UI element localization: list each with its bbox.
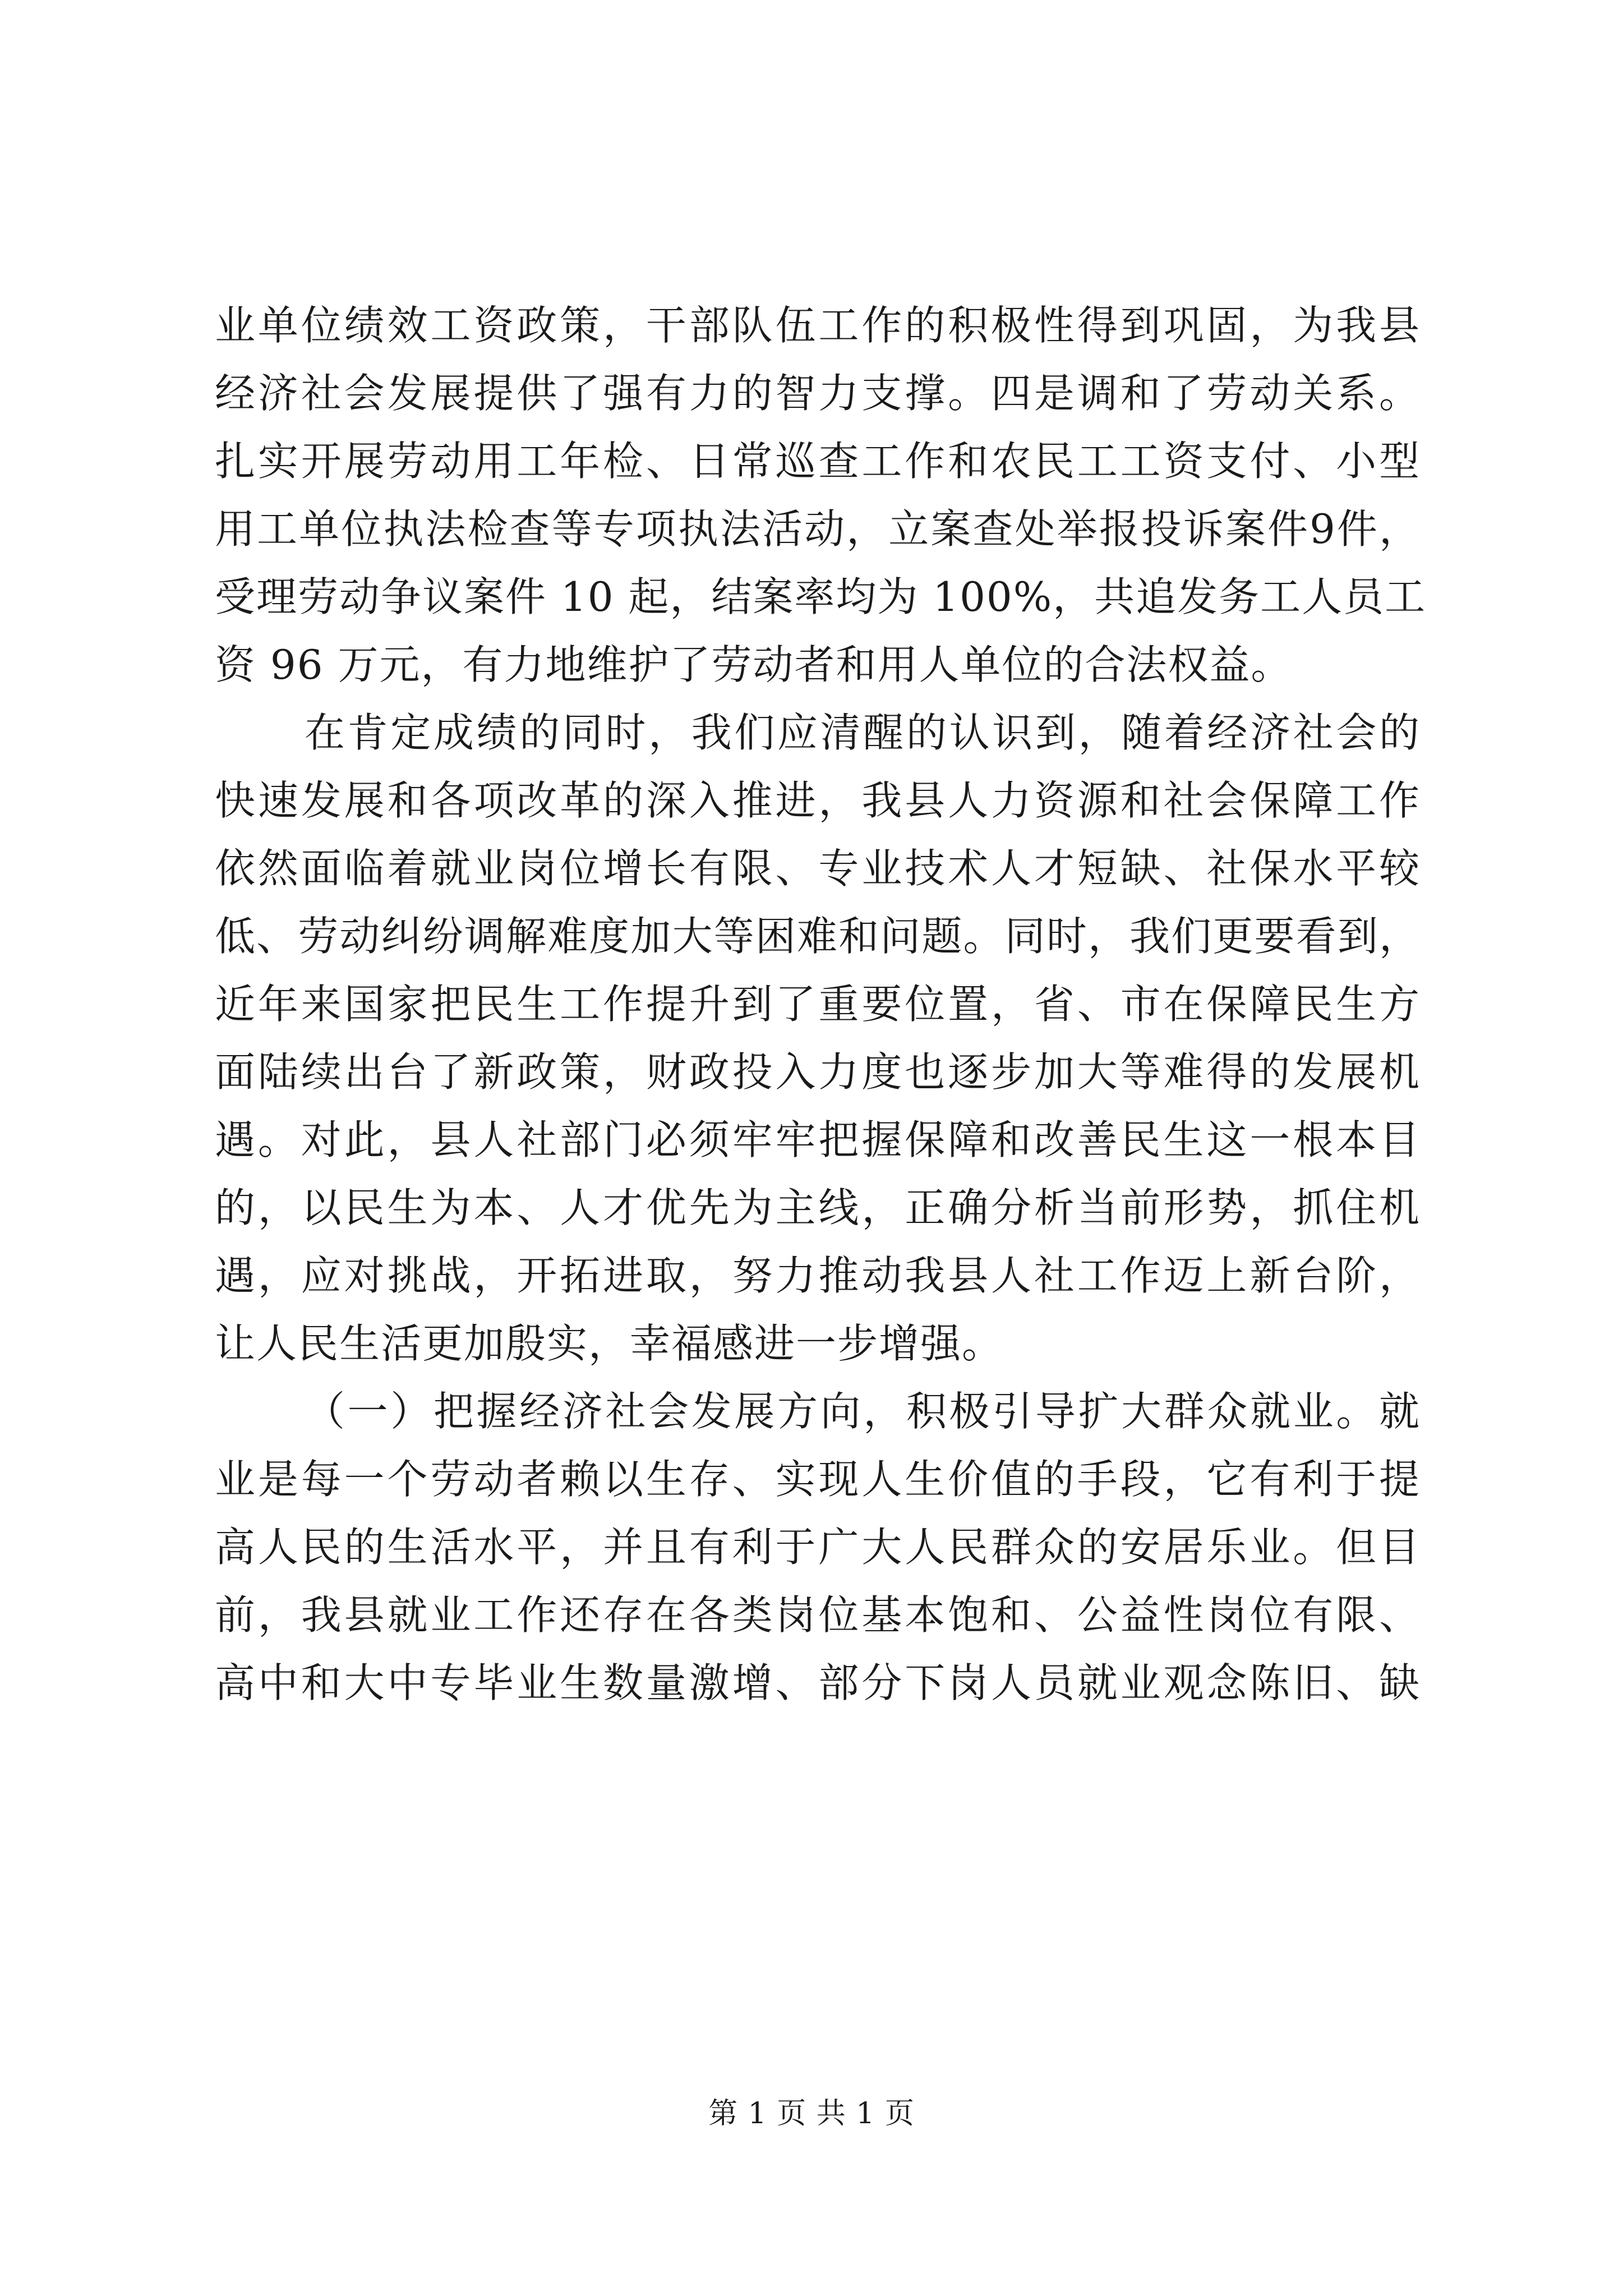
text-line: 近年来国家把民生工作提升到了重要位置，省、市在保障民生方 bbox=[215, 981, 1421, 1028]
text-line: 用工单位执法检查等专项执法活动，立案查处举报投诉案件9件， bbox=[215, 505, 1421, 553]
text-line: 遇，应对挑战，开拓进取，努力推动我县人社工作迈上新台阶， bbox=[215, 1252, 1421, 1299]
text-line: 遇。对此，县人社部门必须牢牢把握保障和改善民生这一根本目 bbox=[215, 1116, 1421, 1163]
document-body bbox=[215, 292, 1427, 1717]
text-line: 高中和大中专毕业生数量激增、部分下岗人员就业观念陈旧、缺 bbox=[215, 1659, 1421, 1706]
text-line: 的，以民生为本、人才优先为主线，正确分析当前形势，抓住机 bbox=[215, 1184, 1421, 1231]
text-line: 低、劳动纠纷调解难度加大等困难和问题。同时，我们更要看到， bbox=[215, 913, 1421, 960]
text-line: 受理劳动争议案件 10 起，结案率均为 100%，共追发务工人员工 bbox=[215, 573, 1427, 620]
paragraph-first-line: （一）把握经济社会发展方向，积极引导扩大群众就业。就 bbox=[305, 1388, 1421, 1435]
page-footer: 第 1 页 共 1 页 bbox=[708, 2097, 915, 2131]
paragraph-first-line: 在肯定成绩的同时，我们应清醒的认识到，随着经济社会的 bbox=[305, 709, 1421, 756]
text-line: 高人民的生活水平，并且有利于广大人民群众的安居乐业。但目 bbox=[215, 1524, 1421, 1571]
text-line: 面陆续出台了新政策，财政投入力度也逐步加大等难得的发展机 bbox=[215, 1048, 1421, 1096]
text-line: 扎实开展劳动用工年检、日常巡查工作和农民工工资支付、小型 bbox=[215, 438, 1421, 485]
text-line: 前，我县就业工作还存在各类岗位基本饱和、公益性岗位有限、 bbox=[215, 1591, 1421, 1639]
text-line: 依然面临着就业岗位增长有限、专业技术人才短缺、社保水平较 bbox=[215, 845, 1421, 892]
text-line: 资 96 万元，有力地维护了劳动者和用人单位的合法权益。 bbox=[215, 641, 1293, 688]
text-line: 业单位绩效工资政策，干部队伍工作的积极性得到巩固，为我县 bbox=[215, 302, 1421, 349]
text-line: 快速发展和各项改革的深入推进，我县人力资源和社会保障工作 bbox=[215, 777, 1421, 824]
text-line: 让人民生活更加殷实，幸福感进一步增强。 bbox=[215, 1320, 1004, 1367]
text-line: 经济社会发展提供了强有力的智力支撑。四是调和了劳动关系。 bbox=[215, 370, 1421, 417]
text-line: 业是每一个劳动者赖以生存、实现人生价值的手段，它有利于提 bbox=[215, 1456, 1421, 1503]
